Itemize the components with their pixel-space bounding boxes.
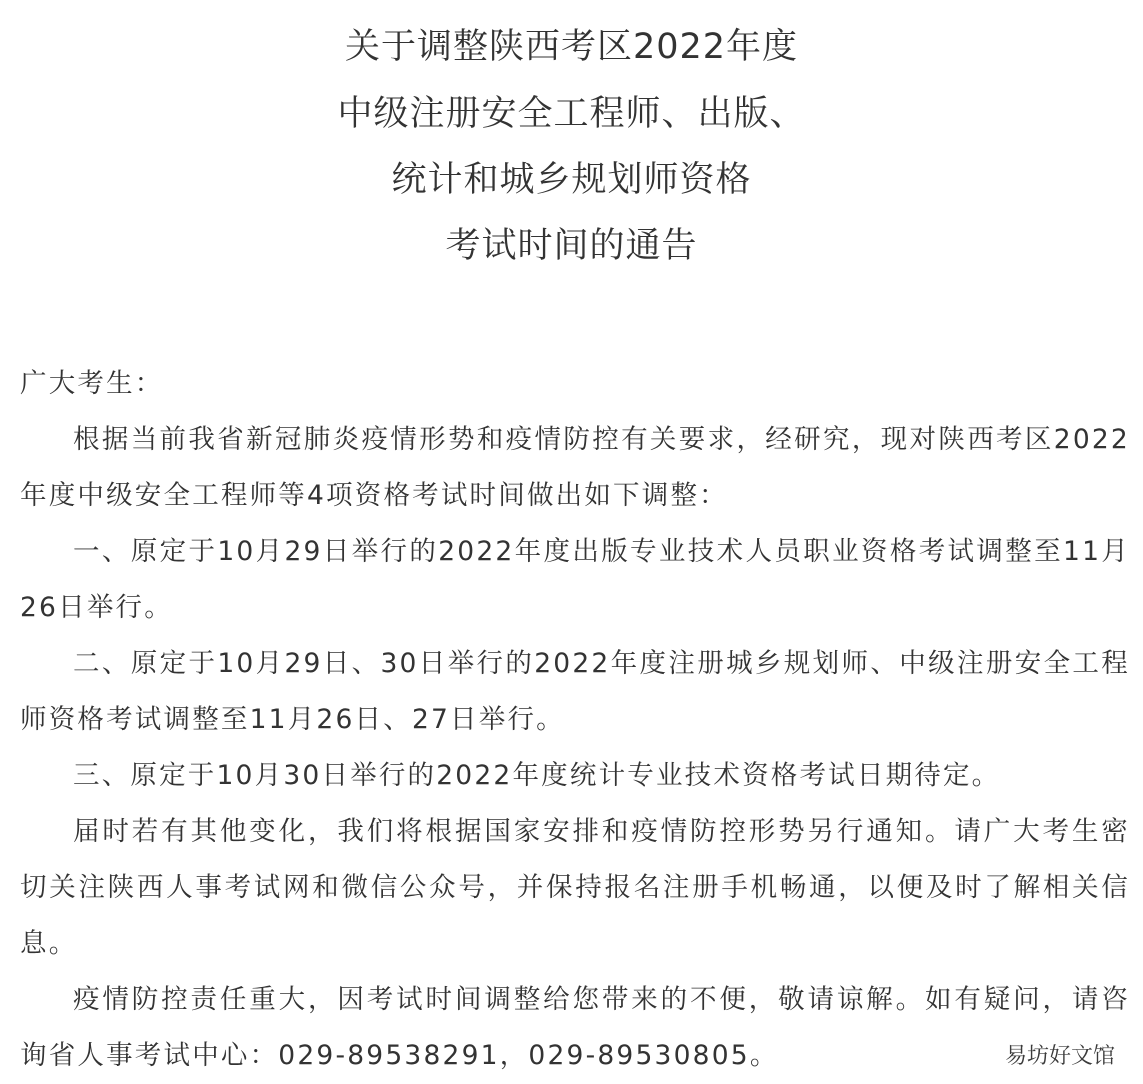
- paragraph-intro: 根据当前我省新冠肺炎疫情形势和疫情防控有关要求，经研究，现对陕西考区2022年度中级安全工程师等4项资格考试时间做出如下调整：: [20, 424, 1130, 511]
- watermark: 易坊好文馆: [1001, 1042, 1119, 1072]
- title-line-3: 统计和城乡规划师资格: [391, 160, 752, 200]
- title-line-4: 考试时间的通告: [445, 226, 698, 266]
- paragraph-notice: 届时若有其他变化，我们将根据国家安排和疫情防控形势另行通知。请广大考生密切关注陕西人事考试网和微信公众号，并保持报名注册手机畅通，以便及时了解相关信息。: [20, 816, 1130, 959]
- paragraph-item-2: 二、原定于10月29日、30日举行的2022年度注册城乡规划师、中级注册安全工程师资格考试调整至11月26日、27日举行。: [20, 648, 1130, 735]
- title-line-1: 关于调整陕西考区2022年度: [344, 27, 799, 67]
- paragraph-item-3: 三、原定于10月30日举行的2022年度统计专业技术资格考试日期待定。: [73, 760, 1001, 791]
- notice-title: [0, 14, 1143, 279]
- title-line-2: 中级注册安全工程师、出版、: [337, 94, 806, 134]
- paragraph-item-1: 一、原定于10月29日举行的2022年度出版专业技术人员职业资格考试调整至11月26日举行。: [20, 536, 1130, 623]
- salutation: 广大考生：: [20, 368, 164, 399]
- notice-body: [20, 356, 1130, 1084]
- paragraph-contact: 疫情防控责任重大，因考试时间调整给您带来的不便，敬请谅解。如有疑问，请咨询省人事考试中心：029-89538291，029-89530805。: [20, 984, 1130, 1071]
